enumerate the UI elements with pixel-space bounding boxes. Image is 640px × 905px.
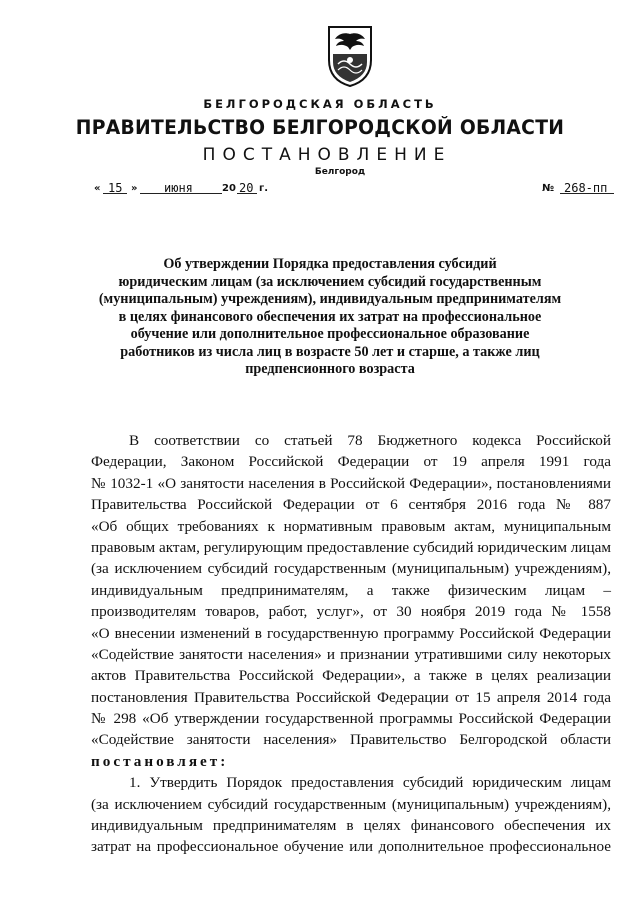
body-line: № 298 «Об утверждении государственной программы Российской Федерации: [91, 710, 611, 728]
body-line: Правительства Российской Федерации от 6 сентября 2016 года № 887: [91, 496, 611, 514]
title-line: юридическим лицам (за исключением субсидий государственным: [118, 273, 542, 290]
body-line: актов Правительства Российской Федерации», а также в целях реализации: [91, 667, 611, 685]
body-line: «О внесении изменений в государственную программу Российской Федерации: [91, 624, 611, 642]
year-underline: [237, 180, 257, 194]
number-label: №: [542, 183, 555, 194]
body-line: № 1032-1 «О занятости населения в Российской Федерации», постановлениями: [91, 474, 611, 492]
date-day: 15: [108, 181, 123, 195]
body-line: (за исключением субсидий государственным (муниципальным) учреждениям),: [91, 560, 611, 578]
date-close-quote: »: [131, 183, 138, 194]
day-underline: [103, 180, 127, 194]
city-name: Белгород: [314, 167, 366, 177]
date-month: июня: [164, 181, 193, 195]
item-line: 1. Утвердить Порядок предоставления субсидий юридическим лицам: [129, 774, 611, 792]
body-line: постановления Правительства Российской Федерации от 15 апреля 2014 года: [91, 688, 611, 706]
coat-of-arms-icon: [326, 24, 374, 88]
date-number-line: [94, 180, 616, 198]
item-line: (за исключением субсидий государственным (муниципальным) учреждениям),: [91, 795, 611, 813]
title-line: предпенсионного возраста: [245, 361, 415, 377]
title-line: в целях финансового обеспечения их затрат на профессиональное: [118, 308, 542, 325]
date-year-prefix: 20: [222, 183, 236, 194]
title-line: обучение или дополнительное профессиональное образование: [130, 326, 530, 342]
body-line: Федерации, Законом Российской Федерации от 19 апреля 1991 года: [91, 453, 611, 471]
body-line: индивидуальным предпринимателям, а также физическим лицам –: [91, 581, 611, 599]
resolves-word: постановляет:: [91, 752, 229, 770]
body-line: правовым актам, регулирующим предоставление субсидий юридическим лицам: [91, 538, 611, 556]
document-type: ПОСТАНОВЛЕНИЕ: [202, 145, 452, 165]
month-underline: [140, 180, 222, 194]
number-underline: [560, 180, 614, 194]
body-line: «Содействие занятости населения» Правительство Белгородской области: [91, 731, 611, 749]
document-title: [60, 256, 600, 379]
title-line: Об утверждении Порядка предоставления субсидий: [163, 256, 497, 272]
title-line: работников из числа лиц в возрасте 50 лет и старше, а также лиц: [120, 343, 540, 360]
region-name: БЕЛГОРОДСКАЯ ОБЛАСТЬ: [203, 97, 437, 111]
body-line: производителям товаров, работ, услуг», от 30 ноября 2019 года № 1558: [91, 603, 611, 621]
date-year-suffix: 20: [239, 181, 254, 195]
government-name: ПРАВИТЕЛЬСТВО БЕЛГОРОДСКОЙ ОБЛАСТИ: [75, 116, 565, 139]
body-line: В соответствии со статьей 78 Бюджетного кодекса Российской: [129, 432, 611, 449]
document-body: [91, 430, 611, 858]
document-number: 268-пп: [564, 181, 608, 195]
date-year-unit: г.: [259, 183, 269, 194]
date-open-quote: «: [94, 183, 101, 194]
item-line: индивидуальным предпринимателям в целях финансового обеспечения их: [91, 817, 611, 835]
body-line: «Содействие занятости населения» и признании утратившими силу некоторых: [91, 645, 611, 663]
title-line: (муниципальным) учреждениям), индивидуальным предпринимателям: [98, 291, 562, 307]
item-line: затрат на профессиональное обучение или дополнительное профессиональное: [91, 838, 611, 856]
body-line: «Об общих требованиях к нормативным правовым актам, муниципальным: [91, 517, 611, 535]
